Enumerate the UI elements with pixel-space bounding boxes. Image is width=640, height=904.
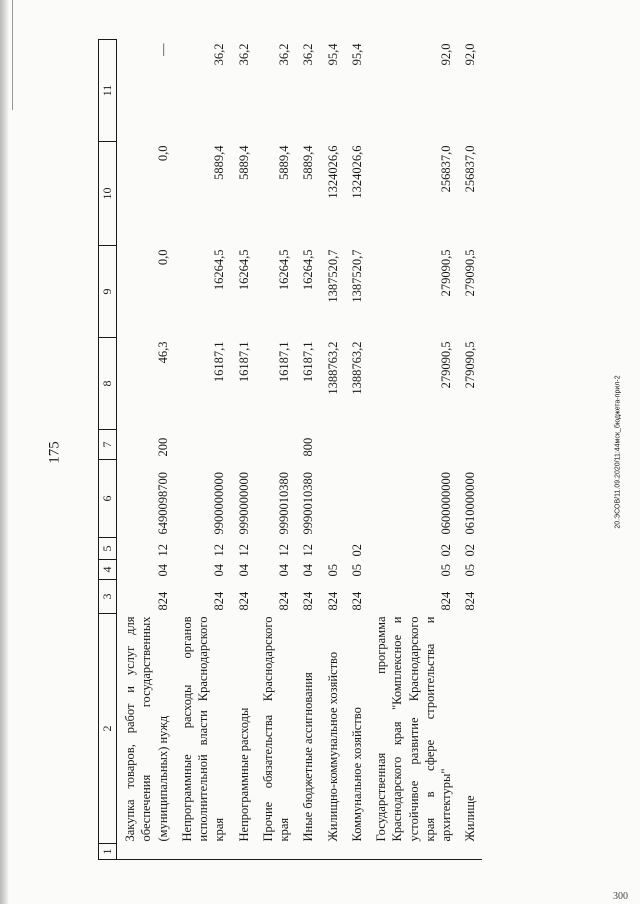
table-row [231, 40, 255, 860]
row-index-cell [295, 844, 319, 860]
row-executed-value: 5889,4 [236, 145, 251, 180]
row-plan-value: 16187,1 [212, 341, 227, 383]
header-cell: 11 [99, 40, 117, 142]
table-row [255, 40, 296, 860]
row-section-code: 04 [212, 564, 227, 577]
row-name: Коммунальное хозяйство [349, 707, 364, 842]
page-number: 175 [46, 441, 63, 464]
row-approved-value: 1387520,7 [325, 249, 340, 303]
row-section-code: 04 [155, 564, 170, 577]
row-ved-code: 824 [463, 591, 478, 611]
row-expense-type-code [320, 430, 344, 460]
row-approved-value: 1387520,7 [349, 249, 364, 303]
row-index-cell [320, 844, 344, 860]
row-percent-value: 36,2 [277, 43, 291, 66]
row-ved-code: 824 [301, 591, 316, 611]
row-expense-type-code [255, 430, 296, 460]
row-ved-code: 824 [155, 591, 170, 611]
row-approved-value: 16264,5 [212, 249, 227, 291]
rotated-table-container [98, 40, 628, 860]
row-name: Государственная программа Краснодарского края "Комплексное и устойчивое развитие Краснодарского края в сфере строительства и архитектуры" [374, 616, 453, 842]
row-name: Непрограммные расходы органов исполнительной власти Краснодарского края [179, 616, 227, 842]
table-row [457, 40, 481, 860]
row-subsection-code: 12 [212, 544, 227, 557]
row-executed-value: 0,0 [155, 145, 170, 162]
row-subsection-code: 02 [463, 544, 478, 557]
row-name: Иные бюджетные ассигнования [301, 672, 316, 842]
row-percent-value: 92,0 [463, 43, 478, 66]
table-row [344, 40, 368, 860]
row-percent-value: 36,2 [301, 43, 316, 66]
row-subsection-code: 02 [439, 544, 453, 557]
row-percent-value: 36,2 [212, 43, 227, 66]
row-section-code: 05 [439, 564, 453, 577]
header-cell: 1 [99, 844, 117, 860]
row-name: Непрограммные расходы [236, 707, 251, 842]
row-target-code: 6490098700 [155, 472, 170, 535]
scan-edge-shadow [0, 0, 9, 904]
header-cell: 4 [99, 560, 117, 580]
row-section-code: 05 [325, 564, 340, 577]
table-row [368, 40, 457, 860]
row-target-code: 9990010380 [277, 472, 291, 535]
row-expense-type-code [231, 430, 255, 460]
row-expense-type-code [344, 430, 368, 460]
row-executed-value: 256837,0 [463, 145, 478, 193]
row-section-code: 04 [277, 564, 291, 577]
table-row [174, 40, 231, 860]
row-executed-value: 5889,4 [301, 145, 316, 180]
row-subsection-code [320, 538, 344, 560]
row-plan-value: 279090,5 [463, 341, 478, 389]
row-percent-value: 95,4 [325, 43, 340, 66]
row-approved-value: 16264,5 [301, 249, 316, 291]
header-cell: 2 [99, 614, 117, 844]
row-expense-type-code [368, 430, 457, 460]
row-plan-value: 46,3 [155, 341, 170, 364]
row-target-code: 9990010380 [301, 472, 316, 535]
header-cell: 5 [99, 538, 117, 560]
row-plan-value: 16187,1 [301, 341, 316, 383]
row-index-cell [368, 844, 457, 860]
header-cell: 3 [99, 580, 117, 614]
table-row [320, 40, 344, 860]
budget-table [98, 39, 482, 860]
row-ved-code: 824 [277, 591, 291, 611]
row-target-code: 9900000000 [212, 472, 227, 535]
table-row [117, 40, 174, 860]
row-index-cell [174, 844, 231, 860]
row-subsection-code: 12 [155, 544, 170, 557]
row-expense-type-code: 200 [155, 437, 170, 457]
row-percent-value: 92,0 [439, 43, 453, 66]
row-section-code: 04 [301, 564, 316, 577]
header-cell: 8 [99, 338, 117, 430]
row-ved-code: 824 [325, 591, 340, 611]
row-plan-value: 1388763,2 [349, 341, 364, 395]
scan-edge-line [12, 0, 13, 110]
row-executed-value: 256837,0 [439, 145, 453, 193]
row-index-cell [231, 844, 255, 860]
row-executed-value: 1324026,6 [349, 145, 364, 199]
row-section-code: 04 [236, 564, 251, 577]
row-approved-value: 0,0 [155, 249, 170, 266]
row-index-cell [344, 844, 368, 860]
row-approved-value: 16264,5 [277, 249, 291, 291]
row-target-code [320, 460, 344, 538]
row-index-cell [255, 844, 296, 860]
row-target-code: 9990000000 [236, 472, 251, 535]
row-subsection-code: 12 [301, 544, 316, 557]
row-plan-value: 16187,1 [236, 341, 251, 383]
row-section-code: 05 [463, 564, 478, 577]
header-cell: 10 [99, 142, 117, 246]
header-cell: 9 [99, 246, 117, 338]
row-target-code [344, 460, 368, 538]
row-ved-code: 824 [236, 591, 251, 611]
header-cell: 7 [99, 430, 117, 460]
table-header-row [99, 40, 117, 860]
row-percent-value: 95,4 [349, 43, 364, 66]
header-cell: 6 [99, 460, 117, 538]
corner-mark: 300 [613, 891, 628, 902]
row-subsection-code: 12 [236, 544, 251, 557]
row-percent-value: — [155, 43, 170, 56]
row-name: Жилищно-коммунальное хозяйство [325, 651, 340, 842]
row-index-cell [117, 844, 174, 860]
row-ved-code: 824 [349, 591, 364, 611]
row-ved-code: 824 [439, 591, 453, 611]
row-target-code: 0600000000 [439, 472, 453, 535]
row-expense-type-code [457, 430, 481, 460]
row-plan-value: 16187,1 [277, 341, 291, 383]
row-name: Жилище [463, 795, 478, 842]
row-executed-value: 1324026,6 [325, 145, 340, 199]
row-target-code: 0610000000 [463, 472, 478, 535]
row-approved-value: 16264,5 [236, 249, 251, 291]
row-section-code: 05 [349, 564, 364, 577]
row-index-cell [457, 844, 481, 860]
row-executed-value: 5889,4 [212, 145, 227, 180]
row-subsection-code: 12 [277, 544, 291, 557]
row-expense-type-code [174, 430, 231, 460]
row-plan-value: 1388763,2 [325, 341, 340, 395]
row-expense-type-code: 800 [301, 437, 316, 457]
row-approved-value: 279090,5 [463, 249, 478, 297]
row-ved-code: 824 [212, 591, 227, 611]
table-row [295, 40, 319, 860]
row-percent-value: 36,2 [236, 43, 251, 66]
row-plan-value: 279090,5 [439, 341, 453, 389]
row-subsection-code: 02 [349, 544, 364, 557]
row-approved-value: 279090,5 [439, 249, 453, 297]
row-executed-value: 5889,4 [277, 145, 291, 180]
table-body [99, 40, 482, 860]
footer-reference-text: 20.ЭСОВ/11.09.2020/11:44мск_бюджета-прил-2 [614, 375, 622, 529]
row-name: Закупка товаров, работ и услуг для обеспечения государственных (муниципальных) нужд [123, 616, 170, 842]
row-name: Прочие обязательства Краснодарского края [260, 616, 291, 842]
